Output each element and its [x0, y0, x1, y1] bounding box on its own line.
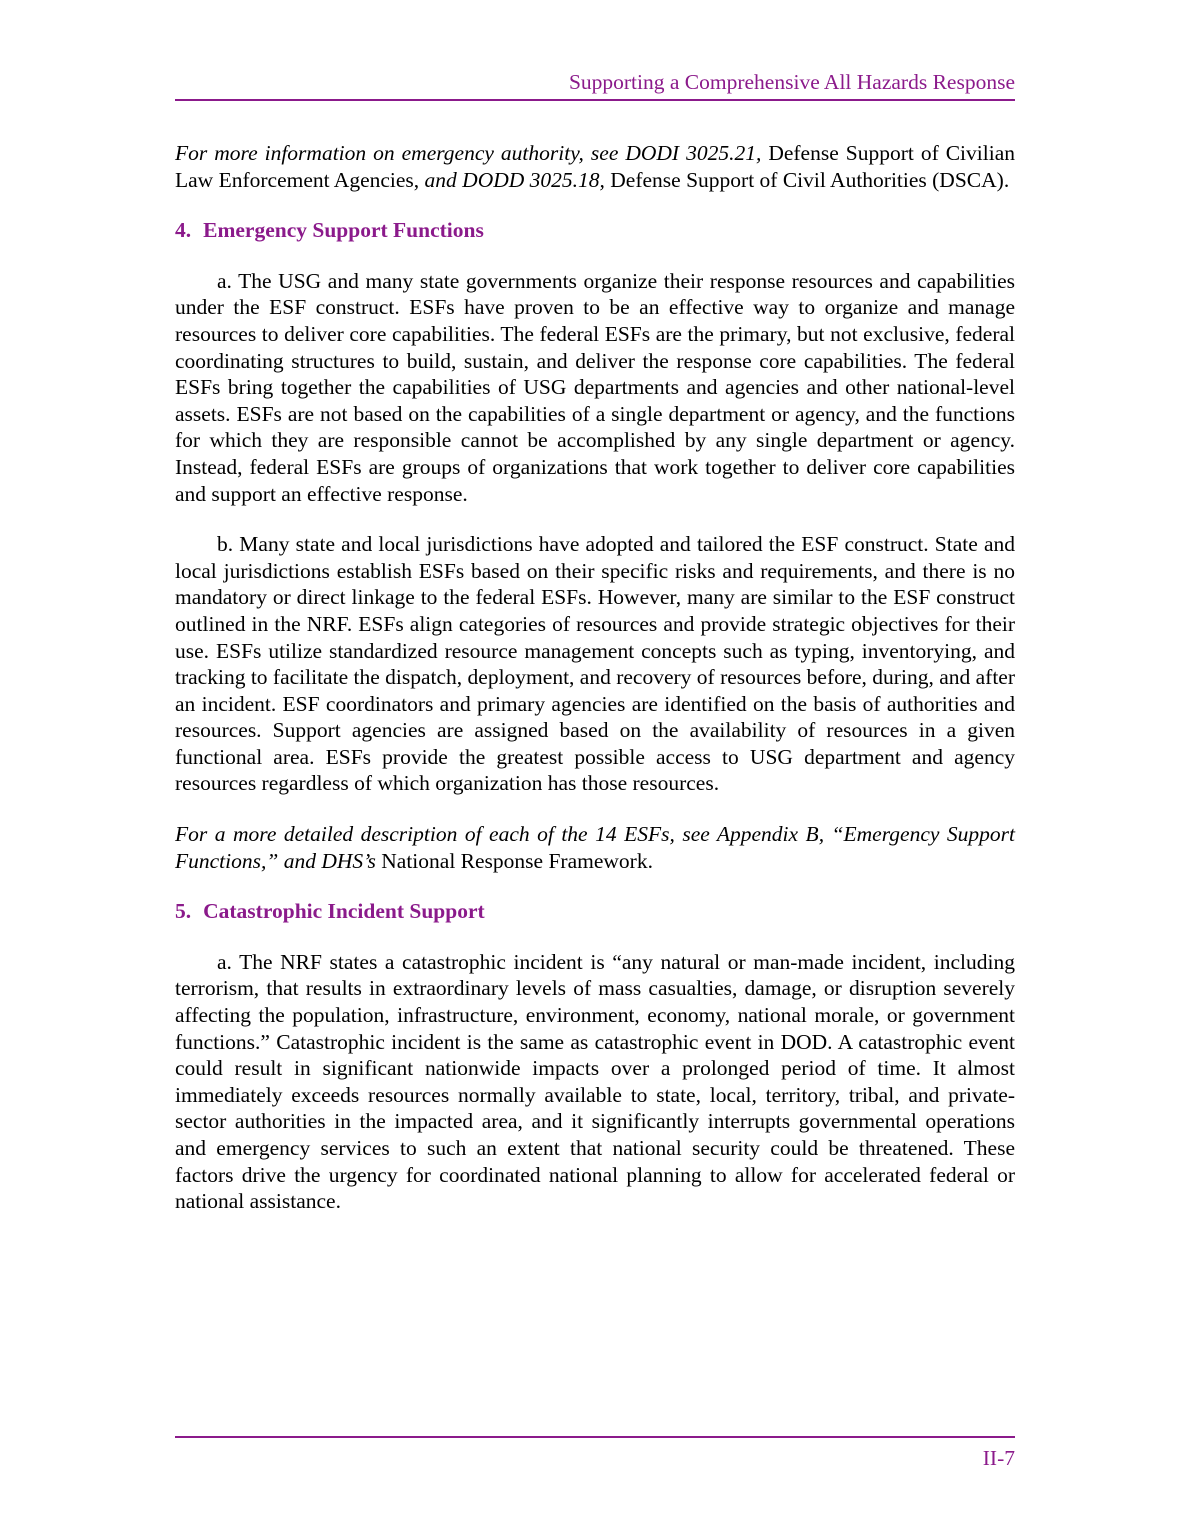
- section-number: 5.: [175, 899, 192, 924]
- page-body: [175, 140, 1015, 1239]
- document-page: [175, 0, 1015, 1540]
- note-italic-part: For a more detailed description of each of the 14 ESFs, see Appendix B, “Emergency Support Functions,” and DHS’s: [175, 822, 1015, 873]
- reference-note-esf-appendix: [175, 821, 1015, 874]
- section-title: Emergency Support Functions: [203, 218, 484, 243]
- note-italic-part: and DODD 3025.18,: [419, 167, 605, 192]
- paragraph-4a: a. The USG and many state governments organize their response resources and capabilities under the ESF construct. ESFs have proven to be an effective way to organize and manage resources to deliver core capabilities. The federal ESFs are the primary, but not exclusive, federal coordinating structures to build, sustain, and deliver the response core capabilities. The federal ESFs bring together the capabilities of USG departments and agencies and other national-level assets. ESFs are not based on the capabilities of a single department or agency, and the functions for which they are responsible cannot be accomplished by any single department or agency. Instead, federal ESFs are groups of organizations that work together to deliver core capabilities and support an effective response.: [175, 268, 1015, 506]
- paragraph-4b: b. Many state and local jurisdictions have adopted and tailored the ESF construct. State and local jurisdictions establish ESFs based on their specific risks and requirements, and there is no mandatory or direct linkage to the federal ESFs. However, many are similar to the ESF construct outlined in the NRF. ESFs align categories of resources and provide strategic objectives for their use. ESFs utilize standardized resource management concepts such as typing, inventorying, and tracking to facilitate the dispatch, deployment, and recovery of resources before, during, and after an incident. ESF coordinators and primary agencies are identified on the basis of authorities and resources. Support agencies are assigned based on the availability of resources in a given functional area. ESFs provide the greatest possible access to USG department and agency resources regardless of which organization has those resources.: [175, 532, 1015, 796]
- section-number: 4.: [175, 218, 192, 243]
- footer-rule: [175, 1436, 1015, 1438]
- reference-note-emergency-authority: [175, 140, 1015, 193]
- page-number: II-7: [982, 1446, 1015, 1470]
- note-italic-part: For more information on emergency authority, see DODI 3025.21,: [175, 141, 762, 165]
- paragraph-5a: a. The NRF states a catastrophic incident is “any natural or man-made incident, including terrorism, that results in extraordinary levels of mass casualties, damage, or disruption severely affecting the population, infrastructure, environment, economy, national morale, or government functions.” Catastrophic incident is the same as catastrophic event in DOD. A catastrophic event could result in significant nationwide impacts over a prolonged period of time. It almost immediately exceeds resources normally available to state, local, territory, tribal, and private-sector authorities in the impacted area, and it significantly interrupts governmental operations and emergency services to such an extent that national security could be threatened. These factors drive the urgency for coordinated national planning to allow for accelerated federal or national assistance.: [175, 949, 1015, 1214]
- section-heading-catastrophic-incident-support: [175, 898, 1015, 925]
- header-rule: [175, 99, 1015, 101]
- section-title: Catastrophic Incident Support: [203, 899, 485, 924]
- note-title-national-response-framework: National Response Framework.: [375, 848, 653, 873]
- section-heading-emergency-support-functions: [175, 217, 1015, 244]
- running-header: Supporting a Comprehensive All Hazards Response: [568, 70, 1015, 94]
- note-title-dsca: Defense Support of Civil Authorities (DSCA).: [604, 167, 1010, 192]
- note-title-defense-support-law-enforcement: Defense Support of Civilian Law Enforcement Agencies,: [175, 141, 1015, 192]
